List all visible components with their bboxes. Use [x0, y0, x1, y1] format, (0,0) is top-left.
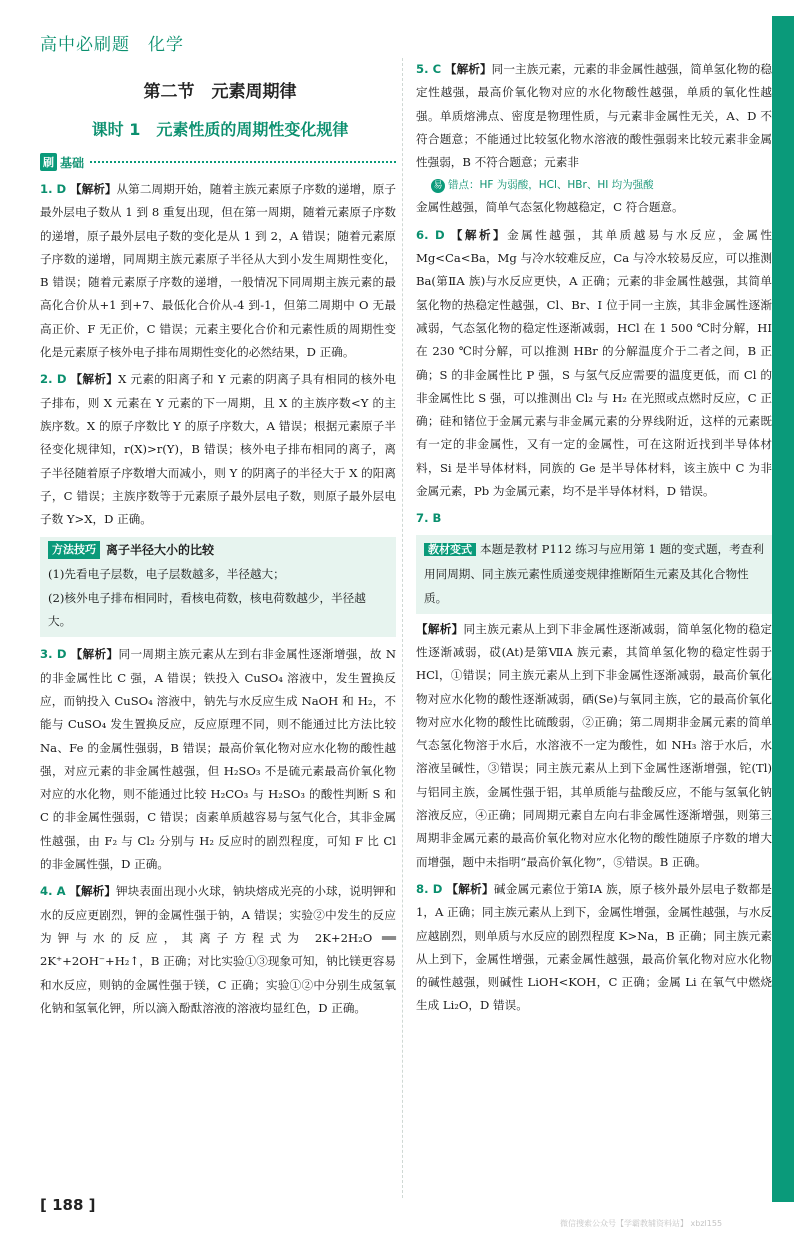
answer-text-cont: 金属性越强，简单气态氢化物越稳定，C 符合题意。 [416, 200, 684, 215]
analysis-tag: 【解析】 [444, 62, 492, 76]
answer-number: 8. D [416, 881, 443, 896]
dotted-rule [90, 161, 396, 163]
method-line: (2)核外电子排布相同时，看核电荷数，核电荷数越少，半径越大。 [48, 590, 366, 629]
answer-text: 碱金属元素位于第ⅠA 族，原子核外最外层电子数都是 1，A 正确；同主族元素从上到下，金属性增强，金属性越强，与水反应越剧烈，则单质与水反应的剧烈程度 K>Na，B 正确；同主族元素从上到下，金属性增强，元素金属性越强，最高价氧化物对应水化物的碱性越强，则碱性 LiOH<KOH，C 正确；金属 Li 在氧气中燃烧生成 Li₂O，D 错误。 [416, 881, 772, 1013]
answer-1 [40, 178, 396, 364]
answer-text: 钾块表面出现小火球，钠块熔成光亮的小球，说明钾和水的反应更剧烈，钾的金属性强于钠，A 错误；实验②中发生的反应为钾与水的反应，其离子方程式为 2K+2H₂O ══ 2K⁺+2OH⁻+H₂↑，B 正确；对比实验①③现象可知，钠比镁更容易和水反应，则钠的金属性强于镁，C 正确；实验①②中分别生成氢氧化钠和氢氧化钾，所以滴入酚酞溶液的溶液均显红色，D 正确。 [40, 884, 396, 1015]
method-title: 离子半径大小的比较 [106, 543, 215, 558]
answer-4 [40, 880, 396, 1020]
section-title: 第二节 元素周期律 [143, 82, 297, 102]
right-column [416, 58, 772, 1022]
answer-2 [40, 368, 396, 531]
basic-badge: 刷 [40, 153, 57, 171]
answer-number: 1. D [40, 182, 67, 196]
answer-number: 3. D [40, 647, 67, 662]
answer-number: 4. A [40, 884, 66, 899]
answer-8 [416, 878, 772, 1018]
answer-text: 同一主族元素，元素的非金属性越强，简单氢化物的稳定性越强，最高价氧化物对应的水化物酸性越强，单质的氧化性越强。单质熔沸点、密度是物理性质，与元素非金属性无关，A、D 不符合题意；不能通过比较氢化物水溶液的酸性强弱来比较元素非金属性强弱，B 不符合题意；元素非 [416, 62, 772, 170]
answer-text: X 元素的阳离子和 Y 元素的阴离子具有相同的核外电子排布，则 X 元素在 Y 元素的下一周期，且 X 的主族序数<Y 的主族序数。X 的原子序数比 Y 的原子序数大，A 错误；根据元素原子半径变化规律知，r(X)>r(Y)，B 错误；核外电子排布相同的离子，离子半径随着原子序数增大而减小，则 Y 的阴离子的半径大于 X 的阳离子，C 错误；主族序数等于元素原子最外层电子数，则原子最外层电子数 Y>X，D 正确。 [40, 372, 397, 527]
edge-color-bar [772, 16, 794, 1202]
answer-number: 2. D [40, 372, 67, 387]
answer-6 [416, 224, 772, 504]
basic-section-bar [40, 152, 396, 172]
answer-number: 6. D [416, 227, 445, 242]
tip-badge: 易 [431, 179, 445, 193]
basic-label: 基础 [60, 155, 85, 170]
watermark: 微信搜索公众号【学霸教辅资料站】 xbzl155 [560, 1219, 723, 1228]
error-tip [416, 174, 772, 196]
analysis-tag: 【解析】 [70, 647, 119, 662]
book-header: 高中必刷题 化学 [40, 35, 184, 55]
method-line: (1)先看电子层数，电子层数越多，半径越大； [48, 567, 285, 582]
answer-number: 7. B [416, 511, 442, 526]
answer-text: 从第二周期开始，随着主族元素原子序数的递增，原子最外层电子数从 1 到 8 重复出现，但在第一周期，随着元素原子序数的递增，原子最外层电子数的变化是从 1 到 2，A 错误；随着元素原子序数的递增，同周期主族元素原子半径从大到小发生周期性变化，B 错误；随着元素原子序数的递增，一般情况下同周期主族元素的最高化合价从+1 到+7、最低化合价从-4 到-1，但第二周期中 O 无最高正价、F 无正价，C 错误；元素主要化合价和元素性质的周期性变化是元素原子核外电子排布周期性变化的必然结果，D 正确。 [40, 182, 396, 360]
analysis-tag: 【解析】 [69, 182, 117, 196]
answer-text: 金属性越强，其单质越易与水反应，金属性 Mg<Ca<Ba，Mg 与冷水较难反应，Ca 与冷水较易反应，可以推测 Ba(第ⅡA 族)与水反应更快，A 正确；元素的非金属性越强，其简单氢化物的热稳定性越强，Cl、Br、I 位于同一主族，其非金属性逐渐减弱，气态氢化物的稳定性逐渐减弱，HCl 在 1 500 ℃时分解，HI 在 230 ℃时分解，可以推测 HBr 的分解温度介于二者之间，B 正确；S 的非金属性比 P 强，S 与氢气反应需要的温度更低，而 Cl 的非金属性比 S 强，可以推测出 Cl₂ 与 H₂ 在光照或点燃时反应，C 正确；硅和锗位于金属元素与非金属元素的分界线附近，这样的元素既有一定的非金属性，又有一定的金属性，可在这附近找到半导体材料，Si 是半导体材料，同族的 Ge 是半导体材料，该主族中 C 为非金属元素，Pb 为金属元素，均不是半导体材料，D 错误。 [416, 227, 772, 499]
textbook-variant-box [416, 535, 772, 614]
page-number: [ 188 ] [40, 1196, 96, 1214]
answer-text: 同一周期主族元素从左到右非金属性逐渐增强，故 N 的非金属性比 C 强，A 错误；铁投入 CuSO₄ 溶液中，发生置换反应，而钠投入 CuSO₄ 溶液中，钠先与水反应生成 NaOH 和 H₂，不能与 CuSO₄ 发生置换反应，反应原理不同，则不能通过比方法比较 Na、Fe 的金属性强弱，B 错误；最高价氧化物对应水化物的酸性越强，对应元素的非金属性越强，但 H₂SO₃ 不是硫元素最高价氧化物对应的水化物，则不能通过比较 H₂CO₃ 与 H₂SO₃ 的酸性判断 S 和 C 的非金属性强弱，C 错误；卤素单质越容易与氢气化合，其非金属性越强，由 F₂ 与 Cl₂ 分别与 H₂ 反应时的剧烈程度，可知 F 比 Cl 的非金属性强，D 正确。 [40, 647, 396, 872]
analysis-tag: 【解析】 [446, 881, 494, 896]
answer-5 [416, 58, 772, 220]
variant-badge: 教材变式 [424, 543, 476, 556]
answer-7 [416, 507, 772, 874]
column-divider [402, 58, 403, 1198]
method-tip-box [40, 537, 396, 637]
analysis-tag: 【解析】 [69, 884, 117, 899]
answer-number: 5. C [416, 62, 442, 76]
variant-text: 本题是教材 P112 练习与应用第 1 题的变式题，考查利用同周期、同主族元素性质递变规律推断陌生元素及其化合物性质。 [424, 541, 764, 605]
tip-text: 错点：HF 为弱酸，HCl、HBr、HI 均为强酸 [448, 179, 654, 192]
method-badge: 方法技巧 [48, 541, 100, 559]
answer-text: 同主族元素从上到下非金属性逐渐减弱，简单氢化物的稳定性逐渐减弱，砹(At)是第ⅦA 族元素，其简单氢化物的稳定性弱于 HCl，①错误；同主族元素从上到下非金属性逐渐减弱，最高价氧化物对应水化物的酸性逐渐减弱，硒(Se)与氧同主族，它的最高价氧化物对应水化物的酸性比硫酸弱，②正确；第二周期非金属元素的简单气态氢化物溶于水后，水溶液不一定为酸性，如 NH₃ 溶于水后，水溶液呈碱性，③错误；同主族元素从上到下金属性逐渐增强，铊(Tl)与铝同主族，金属性强于铝，其单质能与盐酸反应，不能与氢氧化钠溶液反应，④正确；同周期元素自左向右非金属性逐渐增强，则第三周期非金属元素的最高价氧化物对应水化物的酸性随原子序数的增大而增强，题中未指明“最高价氧化物”，⑤错误。B 正确。 [416, 621, 772, 869]
analysis-tag: 【解析】 [70, 372, 119, 387]
left-column [40, 178, 396, 1024]
lesson-title: 课时 1 元素性质的周期性变化规律 [91, 120, 349, 139]
analysis-tag: 【解析】 [450, 227, 508, 242]
answer-3 [40, 643, 396, 876]
analysis-tag: 【解析】 [416, 621, 464, 636]
